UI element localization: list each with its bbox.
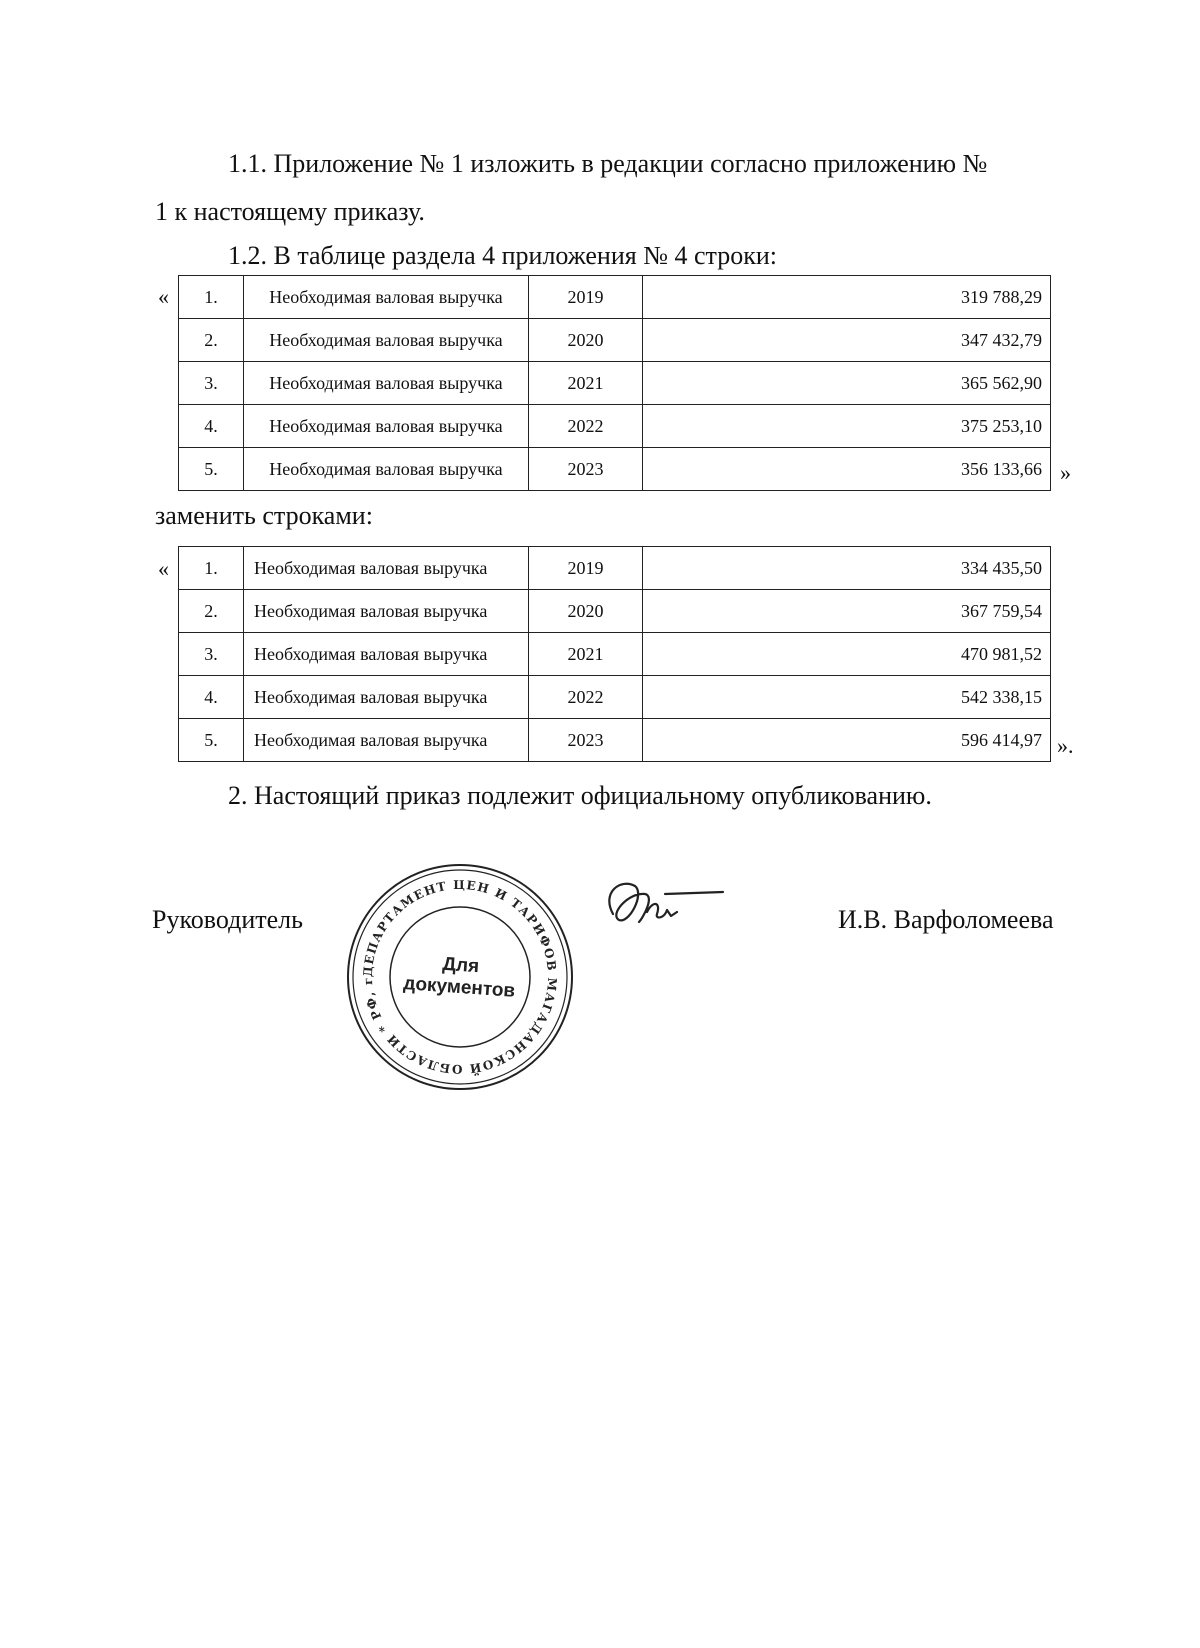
row-name: Необходимая валовая выручка [244,405,529,448]
row-name: Необходимая валовая выручка [244,448,529,491]
row-value: 375 253,10 [643,405,1051,448]
row-name: Необходимая валовая выручка [244,362,529,405]
row-number: 4. [179,676,244,719]
row-year: 2023 [529,448,643,491]
row-number: 4. [179,405,244,448]
row-name: Необходимая валовая выручка [244,590,529,633]
row-number: 3. [179,633,244,676]
table-row [179,676,1051,719]
paragraph-1-2: 1.2. В таблице раздела 4 приложения № 4 строки: [228,241,778,270]
table-row [179,590,1051,633]
row-value: 334 435,50 [643,547,1051,590]
table-row [179,633,1051,676]
row-value: 319 788,29 [643,276,1051,319]
row-value: 356 133,66 [643,448,1051,491]
row-name: Необходимая валовая выручка [244,676,529,719]
row-name: Необходимая валовая выручка [244,547,529,590]
row-number: 5. [179,448,244,491]
row-value: 542 338,15 [643,676,1051,719]
table-old-body [179,276,1051,491]
row-year: 2019 [529,547,643,590]
signer-title: Руководитель [152,905,303,934]
paragraph-2: 2. Настоящий приказ подлежит официальному опубликованию. [228,781,932,810]
seal-center-line2: документов [402,973,516,1002]
table-new-body [179,547,1051,762]
table-row [179,547,1051,590]
signer-name: И.В. Варфоломеева [838,905,1054,934]
seal-center-line1: Для [441,953,480,978]
table-row [179,362,1051,405]
signature-icon [595,872,725,942]
table-row [179,276,1051,319]
row-number: 5. [179,719,244,762]
row-value: 365 562,90 [643,362,1051,405]
row-year: 2023 [529,719,643,762]
seal-ring-text: ДЕПАРТАМЕНТ ЦЕН И ТАРИФОВ МАГАДАНСКОЙ ОБЛАСТИ * РФ, г [360,877,560,1077]
row-value: 347 432,79 [643,319,1051,362]
row-value: 367 759,54 [643,590,1051,633]
table-row [179,319,1051,362]
open-quote-table-old: « [158,284,169,309]
replace-text: заменить строками: [155,501,373,530]
row-year: 2021 [529,362,643,405]
row-year: 2020 [529,590,643,633]
close-quote-table-new: ». [1057,733,1074,758]
paragraph-1-1-line1: 1.1. Приложение № 1 изложить в редакции согласно приложению № [228,149,988,178]
row-year: 2022 [529,676,643,719]
row-year: 2019 [529,276,643,319]
open-quote-table-new: « [158,556,169,581]
official-seal [345,862,575,1092]
row-name: Необходимая валовая выручка [244,276,529,319]
row-number: 2. [179,590,244,633]
paragraph-1-1-line2: 1 к настоящему приказу. [155,197,425,226]
row-number: 1. [179,276,244,319]
table-new-rows [178,546,1051,762]
row-number: 2. [179,319,244,362]
row-year: 2021 [529,633,643,676]
row-name: Необходимая валовая выручка [244,719,529,762]
table-old-rows [178,275,1051,491]
row-number: 1. [179,547,244,590]
row-value: 596 414,97 [643,719,1051,762]
row-name: Необходимая валовая выручка [244,319,529,362]
row-name: Необходимая валовая выручка [244,633,529,676]
table-row [179,405,1051,448]
row-year: 2022 [529,405,643,448]
row-value: 470 981,52 [643,633,1051,676]
table-row [179,448,1051,491]
table-row [179,719,1051,762]
row-number: 3. [179,362,244,405]
close-quote-table-old: » [1060,460,1071,485]
row-year: 2020 [529,319,643,362]
